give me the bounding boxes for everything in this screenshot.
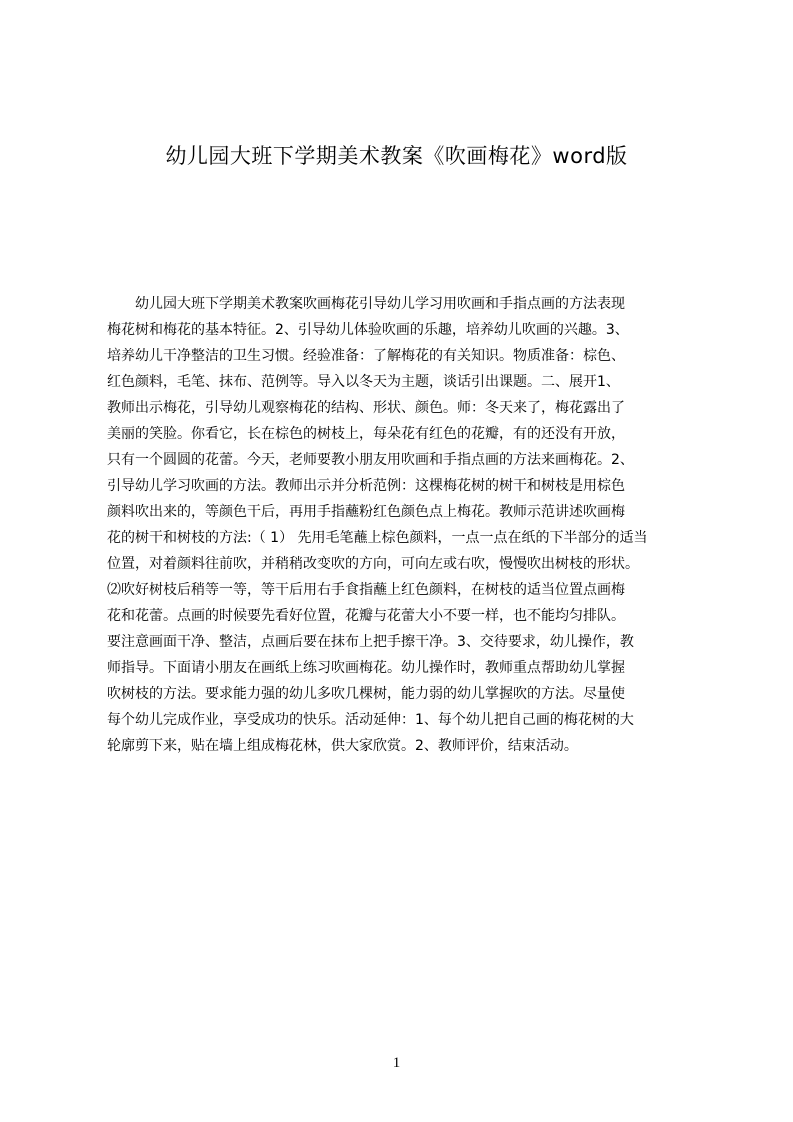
text-line: 红色颜料，毛笔、抹布、范例等。导入以冬天为主题，谈话引出课题。二、展开1、 xyxy=(107,374,620,390)
text-line: 吹树枝的方法。要求能力强的幼儿多吹几棵树，能力弱的幼儿掌握吹的方法。尽量使 xyxy=(107,686,625,702)
text-line: 师指导。下面请小朋友在画纸上练习吹画梅花。幼儿操作时，教师重点帮助幼儿掌握 xyxy=(107,660,625,676)
body-paragraph xyxy=(107,291,705,759)
text-line: 轮廓剪下来，贴在墙上组成梅花林，供大家欣赏。2、教师评价，结束活动。 xyxy=(107,738,578,754)
text-line: 美丽的笑脸。你看它，长在棕色的树枝上，每朵花有红色的花瓣，有的还没有开放， xyxy=(107,426,625,442)
text-line: 教师出示梅花，引导幼儿观察梅花的结构、形状、颜色。师：冬天来了，梅花露出了 xyxy=(107,400,625,416)
text-line: 只有一个圆圆的花蕾。今天，老师要教小朋友用吹画和手指点画的方法来画梅花。2、 xyxy=(107,452,634,468)
text-line: 花的树干和树枝的方法:（ 1） 先用毛笔蘸上棕色颜料，一点一点在纸的下半部分的适当 xyxy=(107,530,648,546)
text-line: 每个幼儿完成作业，享受成功的快乐。活动延伸：1、每个幼儿把自己画的梅花树的大 xyxy=(107,712,634,728)
text-line: 位置，对着颜料往前吹，并稍稍改变吹的方向，可向左或右吹，慢慢吹出树枝的形状。 xyxy=(107,556,639,572)
document-title: 幼儿园大班下学期美术教案《吹画梅花》word版 xyxy=(165,144,628,168)
text-line: 梅花树和梅花的基本特征。2、引导幼儿体验吹画的乐趣，培养幼儿吹画的兴趣。3、 xyxy=(107,322,629,338)
text-line: 培养幼儿干净整洁的卫生习惯。经验准备：了解梅花的有关知识。物质准备：棕色、 xyxy=(107,348,625,364)
text-line: 颜料吹出来的，等颜色干后，再用手指蘸粉红色颜色点上梅花。教师示范讲述吹画梅 xyxy=(107,504,625,520)
page-number: 1 xyxy=(392,1055,401,1071)
text-line: 引导幼儿学习吹画的方法。教师出示并分析范例：这棵梅花树的树干和树枝是用棕色 xyxy=(107,478,625,494)
text-line: 花和花蕾。点画的时候要先看好位置，花瓣与花蕾大小不要一样，也不能均匀排队。 xyxy=(107,608,625,624)
text-line: 幼儿园大班下学期美术教案吹画梅花引导幼儿学习用吹画和手指点画的方法表现 xyxy=(107,296,625,312)
text-line: 要注意画面干净、整洁，点画后要在抹布上把手擦干净。3、交待要求，幼儿操作，教 xyxy=(107,634,634,650)
text-line: ⑵吹好树枝后稍等一等，等干后用右手食指蘸上红色颜料，在树枝的适当位置点画梅 xyxy=(107,582,625,598)
